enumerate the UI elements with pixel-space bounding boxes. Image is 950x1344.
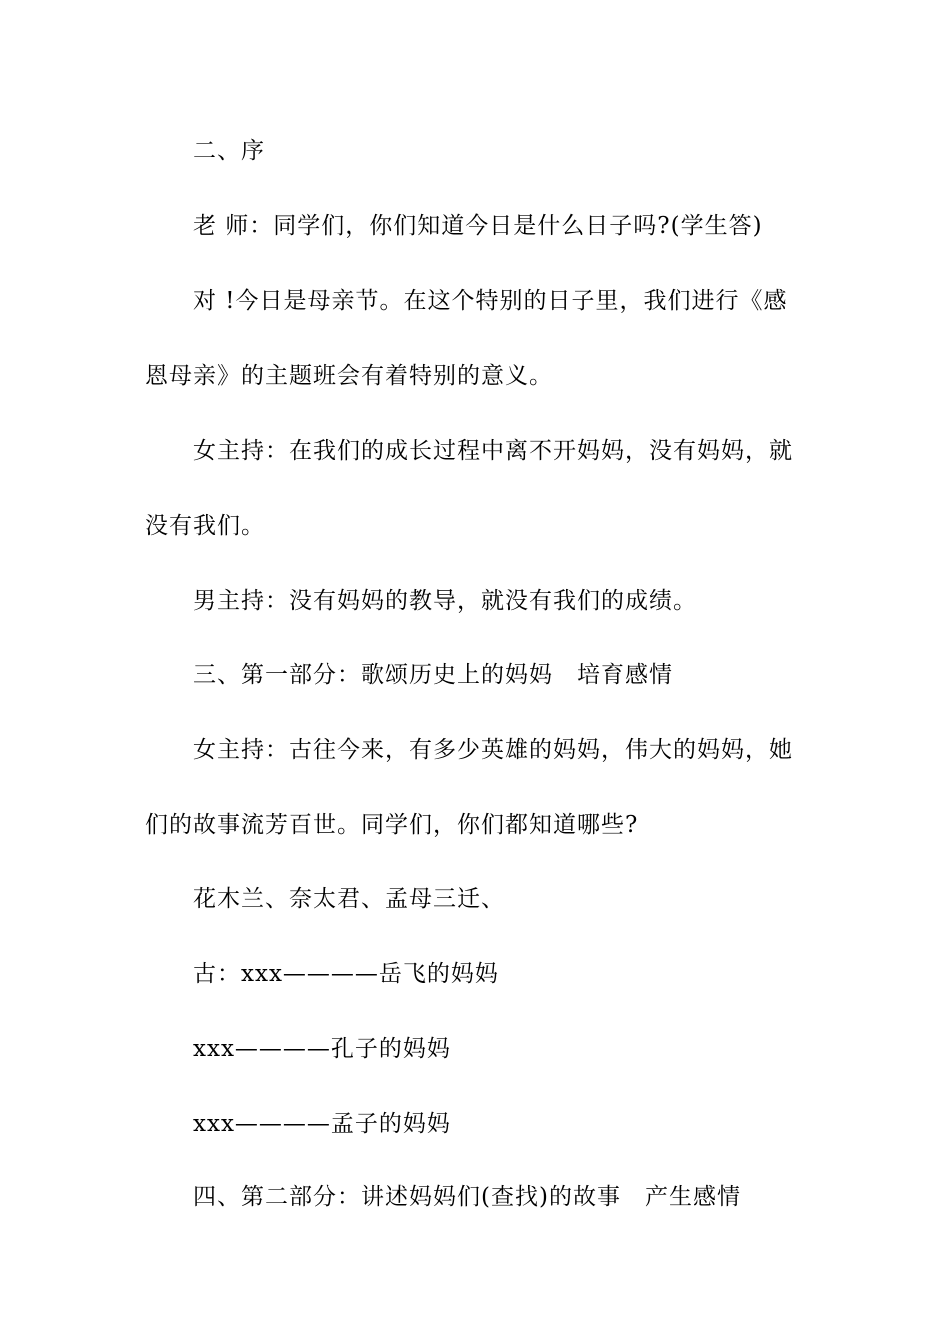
paragraph-line: 对 !今日是母亲节。在这个特别的日子里，我们进行《感 (193, 288, 788, 314)
section-heading-preface: 二、序 (193, 138, 265, 164)
list-line: xxx————孔子的妈妈 (193, 1036, 451, 1062)
list-line: 古：xxx————岳飞的妈妈 (193, 961, 499, 987)
paragraph-line: 恩母亲》的主题班会有着特别的意义。 (145, 363, 553, 389)
male-host-line: 男主持：没有妈妈的教导，就没有我们的成绩。 (193, 588, 697, 614)
paragraph-line: 没有我们。 (145, 513, 265, 539)
list-line: 花木兰、奈太君、孟母三迁、 (193, 886, 505, 912)
paragraph-line: 们的故事流芳百世。同学们，你们都知道哪些? (145, 812, 639, 838)
section-heading-part-two: 四、第二部分：讲述妈妈们(查找)的故事 产生感情 (193, 1184, 741, 1210)
female-host-line: 女主持：古往今来，有多少英雄的妈妈，伟大的妈妈，她 (193, 737, 793, 763)
teacher-line: 老 师：同学们，你们知道今日是什么日子吗?(学生答) (193, 213, 763, 239)
list-line: xxx————孟子的妈妈 (193, 1111, 451, 1137)
section-heading-part-one: 三、第一部分：歌颂历史上的妈妈 培育感情 (193, 662, 673, 688)
female-host-line: 女主持：在我们的成长过程中离不开妈妈，没有妈妈，就 (193, 438, 793, 464)
